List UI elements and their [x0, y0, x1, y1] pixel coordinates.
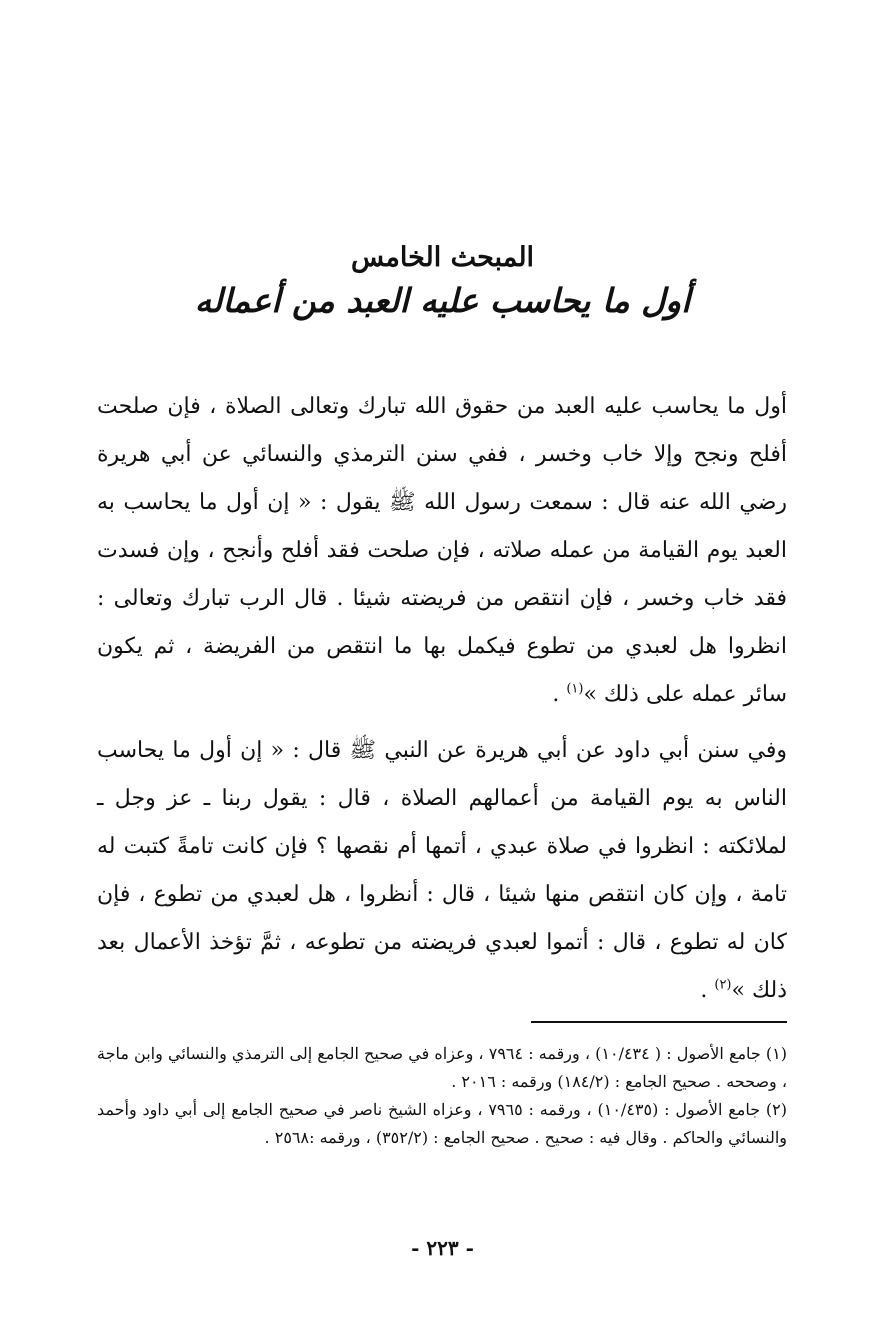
paragraph-1-text: أول ما يحاسب عليه العبد من حقوق الله تبارك وتعالى الصلاة ، فإن صلحت أفلح ونجح وإلا خاب وخسر ، ففي سنن الترمذي والنسائي عن أبي هريرة رضي الله عنه قال : سمعت رسول الله ﷺ يقول : « إن أول ما يحاسب به العبد يوم القيامة من عمله صلاته ، فإن صلحت فقد أفلح وأنجح ، وإن فسدت فقد خاب وخسر ، فإن انتقص من فريضته شيئا . قال الرب تبارك وتعالى : انظروا هل لعبدي من تطوع فيكمل بها ما انتقص من الفريضة ، ثم يكون سائر عمله على ذلك »: [97, 394, 787, 707]
paragraph-1: [97, 383, 787, 719]
paragraph-1-ending: .: [552, 682, 567, 707]
footnotes: [97, 1040, 787, 1152]
chapter-title: أول ما يحاسب عليه العبد من أعماله: [194, 281, 691, 320]
paragraph-2-text: وفي سنن أبي داود عن أبي هريرة عن النبي ﷺ قال : « إن أول ما يحاسب الناس به يوم القيامة من أعمالهم الصلاة ، قال : يقول ربنا ـ عز وجل ـ لملائكته : انظروا في صلاة عبدي ، أتمها أم نقصها ؟ فإن كانت تامةً كتبت له تامة ، وإن كان انتقص منها شيئا ، قال : أنظروا ، هل لعبدي من تطوع ، فإن كان له تطوع ، قال : أتموا لعبدي فريضته من تطوعه ، ثمَّ تؤخذ الأعمال بعد ذلك »: [97, 738, 787, 1003]
footnote-divider: [531, 1021, 787, 1023]
chapter-heading: [0, 238, 885, 324]
footnote-ref-1: (١): [566, 681, 584, 697]
paragraph-2: [97, 727, 787, 1015]
paragraph-2-ending: .: [700, 978, 715, 1003]
footnote-1: (١) جامع الأصول : ( ١٠/٤٣٤) ، ورقمه : ٧٩٦٤ ، وعزاه في صحيح الجامع إلى الترمذي والنسائي وابن ماجة ، وصححه . صحيح الجامع : (١٨٤/٢) ورقمه : ٢٠١٦ .: [97, 1044, 788, 1091]
page-number: - ٢٢٣ -: [411, 1236, 474, 1260]
chapter-label: المبحث الخامس: [350, 242, 535, 273]
footnote-ref-2: (٢): [714, 977, 732, 993]
footnote-2: (٢) جامع الأصول : (١٠/٤٣٥) ، ورقمه : ٧٩٦٥ ، وعزاه الشيخ ناصر في صحيح الجامع إلى أبي داود وأحمد والنسائي والحاكم . وقال فيه : صحيح . صحيح الجامع : (٣٥٢/٢) ، ورقمه :٢٥٦٨ .: [97, 1100, 788, 1147]
